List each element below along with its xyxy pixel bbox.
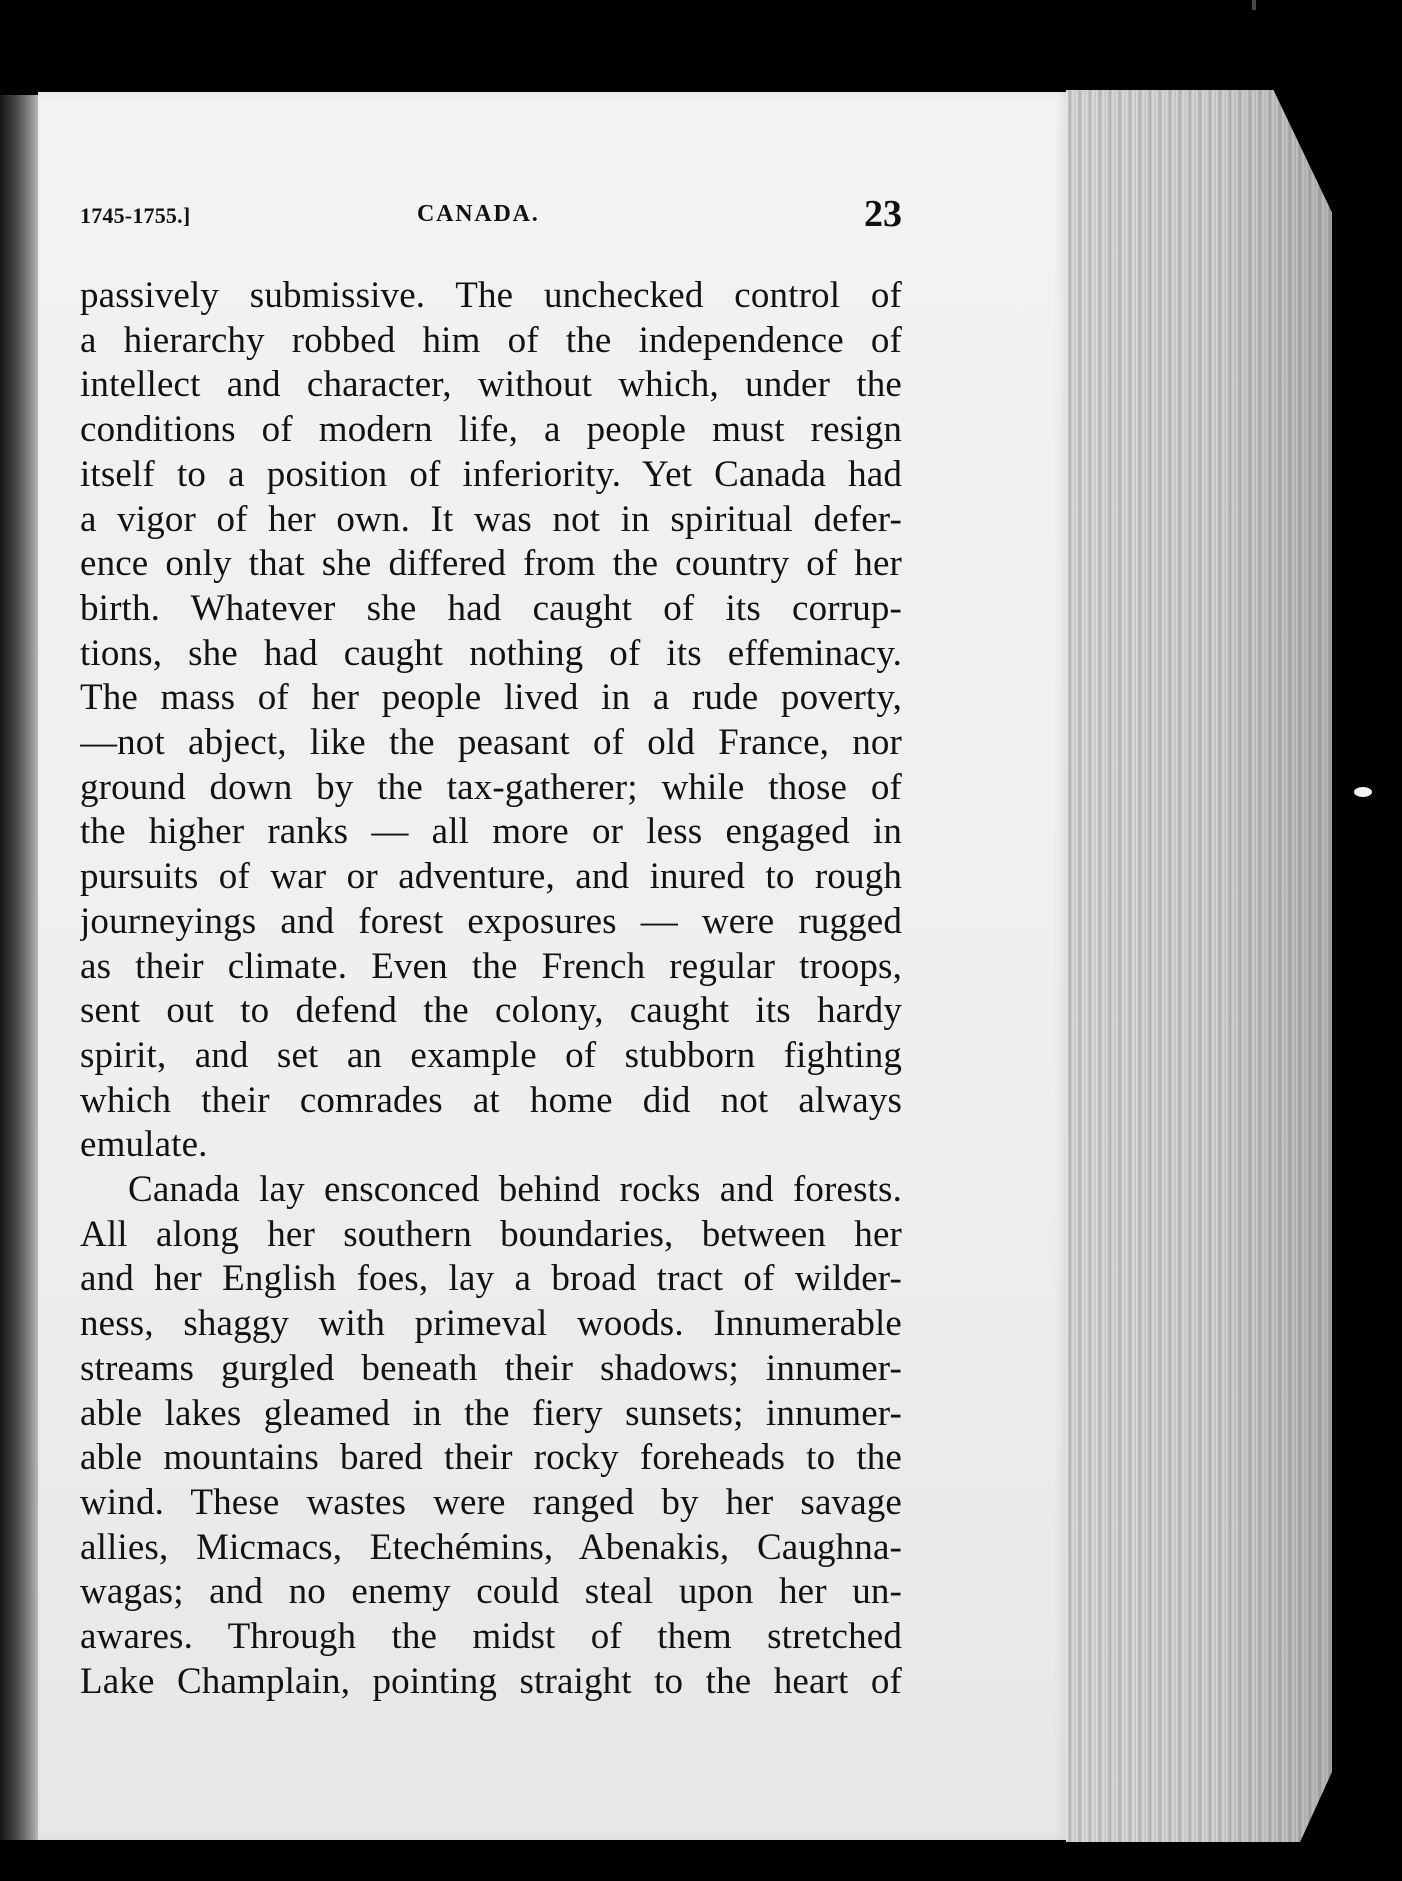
text-line: streams gurgled beneath their shadows; innumer- [80, 1347, 902, 1389]
text-line: able mountains bared their rocky foreheads to the [80, 1437, 902, 1479]
text-line: passively submissive. The unchecked control of [80, 275, 902, 316]
text-line: the higher ranks — all more or less engaged in [80, 811, 902, 853]
text-line: intellect and character, without which, under the [80, 364, 902, 406]
page-number: 23 [864, 193, 902, 235]
text-line: which their comrades at home did not always [80, 1079, 902, 1121]
text-line: able lakes gleamed in the fiery sunsets; innumer- [80, 1392, 902, 1434]
text-line: itself to a position of inferiority. Yet Canada had [80, 453, 902, 495]
text-line: ground down by the tax-gatherer; while those of [80, 766, 902, 808]
page-stack-shadow [1066, 90, 1332, 1842]
text-line: a vigor of her own. It was not in spiritual defer- [80, 498, 902, 540]
paragraph-1 [80, 274, 902, 1168]
text-line: as their climate. Even the French regular troops, [80, 945, 902, 987]
running-header [80, 195, 902, 237]
text-line: tions, she had caught nothing of its effeminacy. [80, 632, 902, 674]
text-line: Lake Champlain, pointing straight to the heart of [80, 1660, 902, 1702]
date-range: 1745-1755.] [80, 203, 191, 228]
text-line: conditions of modern life, a people must resign [80, 409, 902, 451]
text-line: a hierarchy robbed him of the independence of [80, 319, 902, 361]
left-page-edge [0, 95, 38, 1840]
text-line: The mass of her people lived in a rude poverty, [80, 677, 902, 719]
text-line: —not abject, like the peasant of old France, nor [80, 722, 902, 764]
text-line: wind. These wastes were ranged by her savage [80, 1481, 902, 1523]
running-title: CANADA. [417, 201, 540, 227]
scan-dust-mark [1354, 787, 1372, 797]
text-line: spirit, and set an example of stubborn fighting [80, 1034, 902, 1076]
text-line: allies, Micmacs, Etechémins, Abenakis, Caughna- [80, 1526, 902, 1568]
text-line: and her English foes, lay a broad tract of wilder- [80, 1258, 902, 1300]
text-line: emulate. [80, 1124, 208, 1166]
text-line: pursuits of war or adventure, and inured to rough [80, 856, 902, 898]
text-line: All along her southern boundaries, between her [80, 1213, 902, 1255]
text-line: wagas; and no enemy could steal upon her un- [80, 1571, 902, 1613]
text-line: birth. Whatever she had caught of its corrup- [80, 587, 902, 629]
page-body [80, 274, 902, 1705]
text-line: ence only that she differed from the country of her [80, 543, 902, 585]
text-line: awares. Through the midst of them stretched [80, 1616, 902, 1658]
text-line: Canada lay ensconced behind rocks and forests. [128, 1169, 902, 1211]
paragraph-2 [80, 1168, 902, 1704]
scan-mark [1252, 0, 1256, 10]
text-line: ness, shaggy with primeval woods. Innumerable [80, 1303, 902, 1345]
text-line: journeyings and forest exposures — were rugged [80, 900, 902, 942]
text-line: sent out to defend the colony, caught its hardy [80, 990, 902, 1032]
